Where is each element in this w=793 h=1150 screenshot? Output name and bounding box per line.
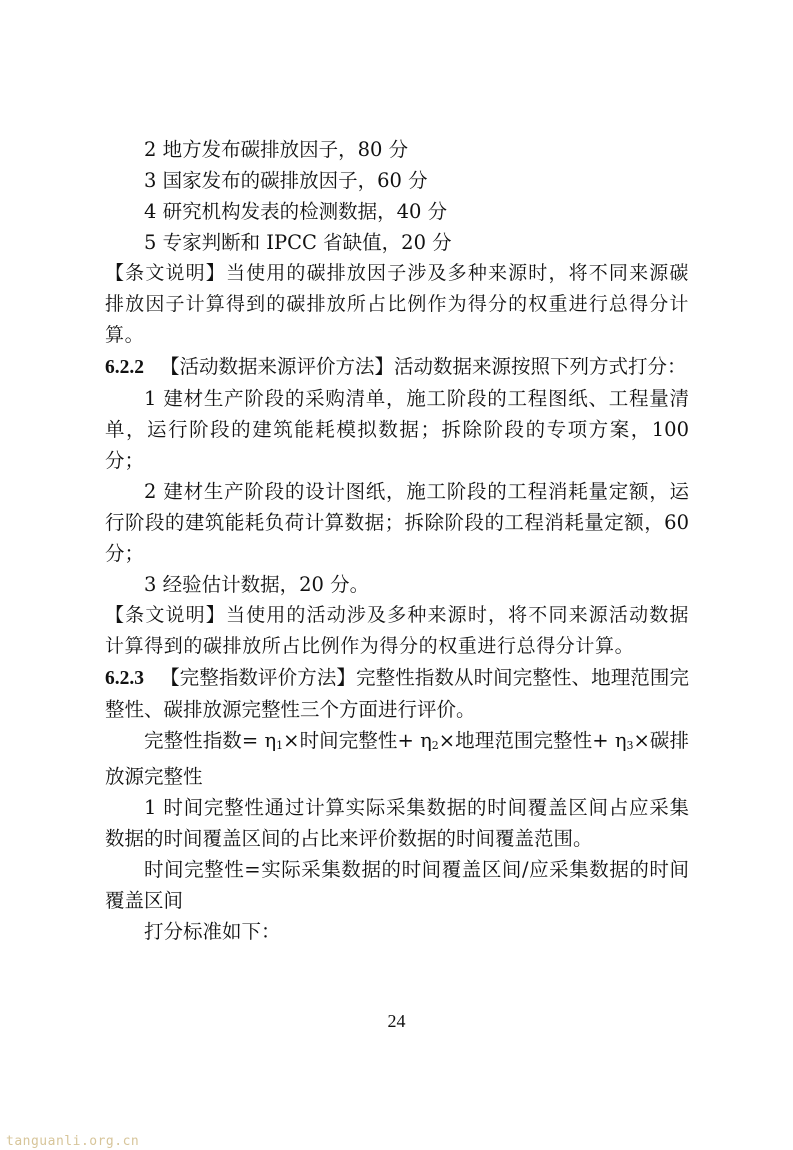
- formula-part: ×地理范围完整性+ η: [438, 729, 627, 752]
- list-item: 3 经验估计数据，20 分。: [144, 573, 370, 596]
- clause-note: 【条文说明】当使用的活动涉及多种来源时，将不同来源活动数据计算得到的碳排放所占比例作为得分的权重进行总得分计算。: [105, 604, 689, 657]
- section-text: 【活动数据来源评价方法】活动数据来源按照下列方式打分：: [160, 355, 687, 378]
- completeness-formula: [105, 725, 689, 792]
- formula-subscript: 1: [276, 739, 284, 752]
- list-item: 2 地方发布碳排放因子，80 分: [144, 138, 409, 161]
- scoring-intro: 打分标准如下：: [144, 920, 281, 943]
- watermark: tanguanli.org.cn: [6, 1134, 140, 1149]
- formula-subscript: 2: [431, 739, 439, 752]
- page-content: [105, 134, 689, 947]
- list-item: 4 研究机构发表的检测数据，40 分: [144, 200, 448, 223]
- section-number: 6.2.3: [105, 668, 144, 689]
- clause-note: 【条文说明】当使用的碳排放因子涉及多种来源时，将不同来源碳排放因子计算得到的碳排放所占比例作为得分的权重进行总得分计算。: [105, 262, 689, 346]
- section-number: 6.2.2: [105, 357, 144, 378]
- section-6-2-3: [105, 662, 689, 725]
- list-item: 3 国家发布的碳排放因子，60 分: [144, 169, 428, 192]
- formula-subscript: 3: [626, 739, 634, 752]
- formula-part: 完整性指数= η: [144, 729, 277, 752]
- formula-part: ×时间完整性+ η: [283, 729, 432, 752]
- formula-part: ×碳排放源完整性: [105, 729, 689, 788]
- time-completeness-text: 1 时间完整性通过计算实际采集数据的时间覆盖区间占应采集数据的时间覆盖区间的占比来评价数据的时间覆盖范围。: [105, 796, 689, 850]
- time-completeness-formula: 时间完整性=实际采集数据的时间覆盖区间/应采集数据的时间覆盖区间: [105, 858, 689, 912]
- section-text: 【完整指数评价方法】完整性指数从时间完整性、地理范围完整性、碳排放源完整性三个方面进行评价。: [105, 666, 689, 721]
- page-number: 24: [387, 1011, 406, 1031]
- list-item: 2 建材生产阶段的设计图纸，施工阶段的工程消耗量定额，运行阶段的建筑能耗负荷计算数据；拆除阶段的工程消耗量定额，60 分；: [105, 480, 689, 565]
- section-6-2-2: [105, 351, 689, 383]
- list-item: 5 专家判断和 IPCC 省缺值，20 分: [144, 231, 452, 254]
- list-item: 1 建材生产阶段的采购清单，施工阶段的工程图纸、工程量清单，运行阶段的建筑能耗模拟数据；拆除阶段的专项方案，100 分；: [105, 387, 689, 472]
